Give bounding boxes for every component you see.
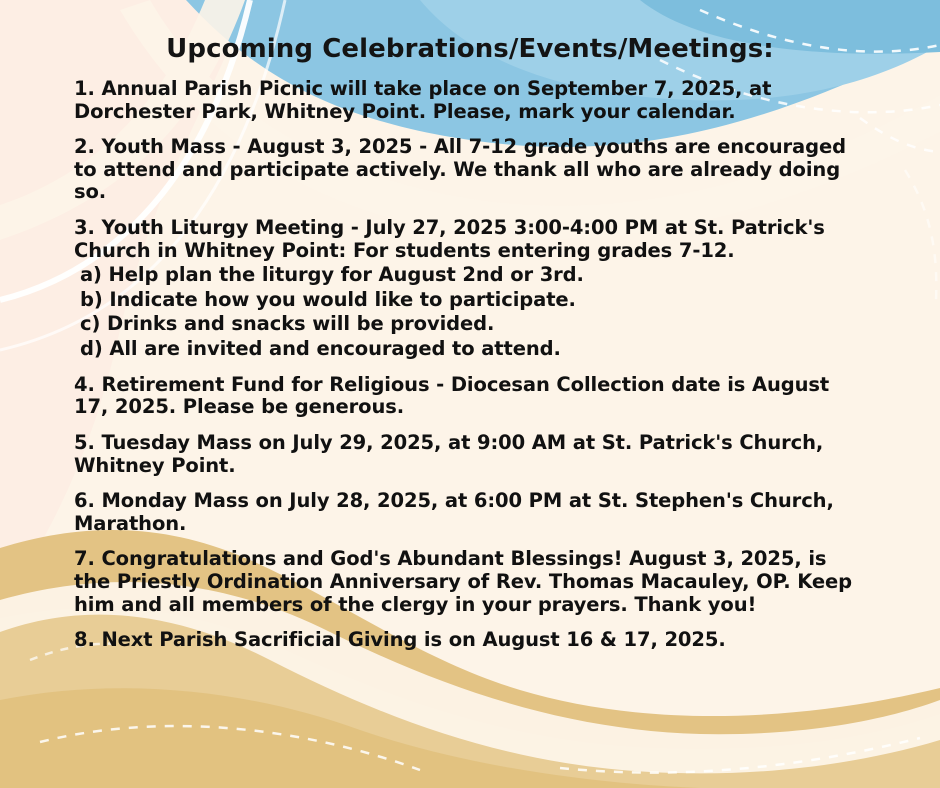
event-item-8: 8. Next Parish Sacrificial Giving is on August 16 & 17, 2025.	[74, 628, 726, 652]
event-item-3-sub-a: a) Help plan the liturgy for August 2nd or 3rd.	[80, 263, 584, 287]
event-item-4: 4. Retirement Fund for Religious - Diocesan Collection date is August 17, 2025. Please be generous.	[74, 372, 830, 419]
event-item-3-sub-c: c) Drinks and snacks will be provided.	[80, 312, 495, 336]
event-item-1: 1. Annual Parish Picnic will take place on September 7, 2025, at Dorchester Park, Whitney Point. Please, mark your calendar.	[74, 77, 772, 123]
event-item-5: 5. Tuesday Mass on July 29, 2025, at 9:00 AM at St. Patrick's Church, Whitney Point.	[74, 430, 824, 477]
event-item-3: 3. Youth Liturgy Meeting - July 27, 2025 3:00-4:00 PM at St. Patrick's Church in Whitney Point: For students entering grades 7-12.	[74, 216, 825, 262]
event-item-7: 7. Congratulations and God's Abundant Blessings! August 3, 2025, is the Priestly Ordination Anniversary of Rev. Thomas Macauley, OP. Keep him and all members of the clergy in your prayers. Thank you!	[74, 547, 852, 616]
event-item-2: 2. Youth Mass - August 3, 2025 - All 7-12 grade youths are encouraged to attend and participate actively. We thank all who are already doing so.	[74, 135, 846, 204]
event-item-3-sub-b: b) Indicate how you would like to participate.	[80, 287, 576, 311]
event-item-3-sub-d: d) All are invited and encouraged to attend.	[80, 337, 561, 361]
page-title: Upcoming Celebrations/Events/Meetings:	[166, 34, 774, 64]
event-item-6: 6. Monday Mass on July 28, 2025, at 6:00 PM at St. Stephen's Church, Marathon.	[74, 489, 834, 535]
